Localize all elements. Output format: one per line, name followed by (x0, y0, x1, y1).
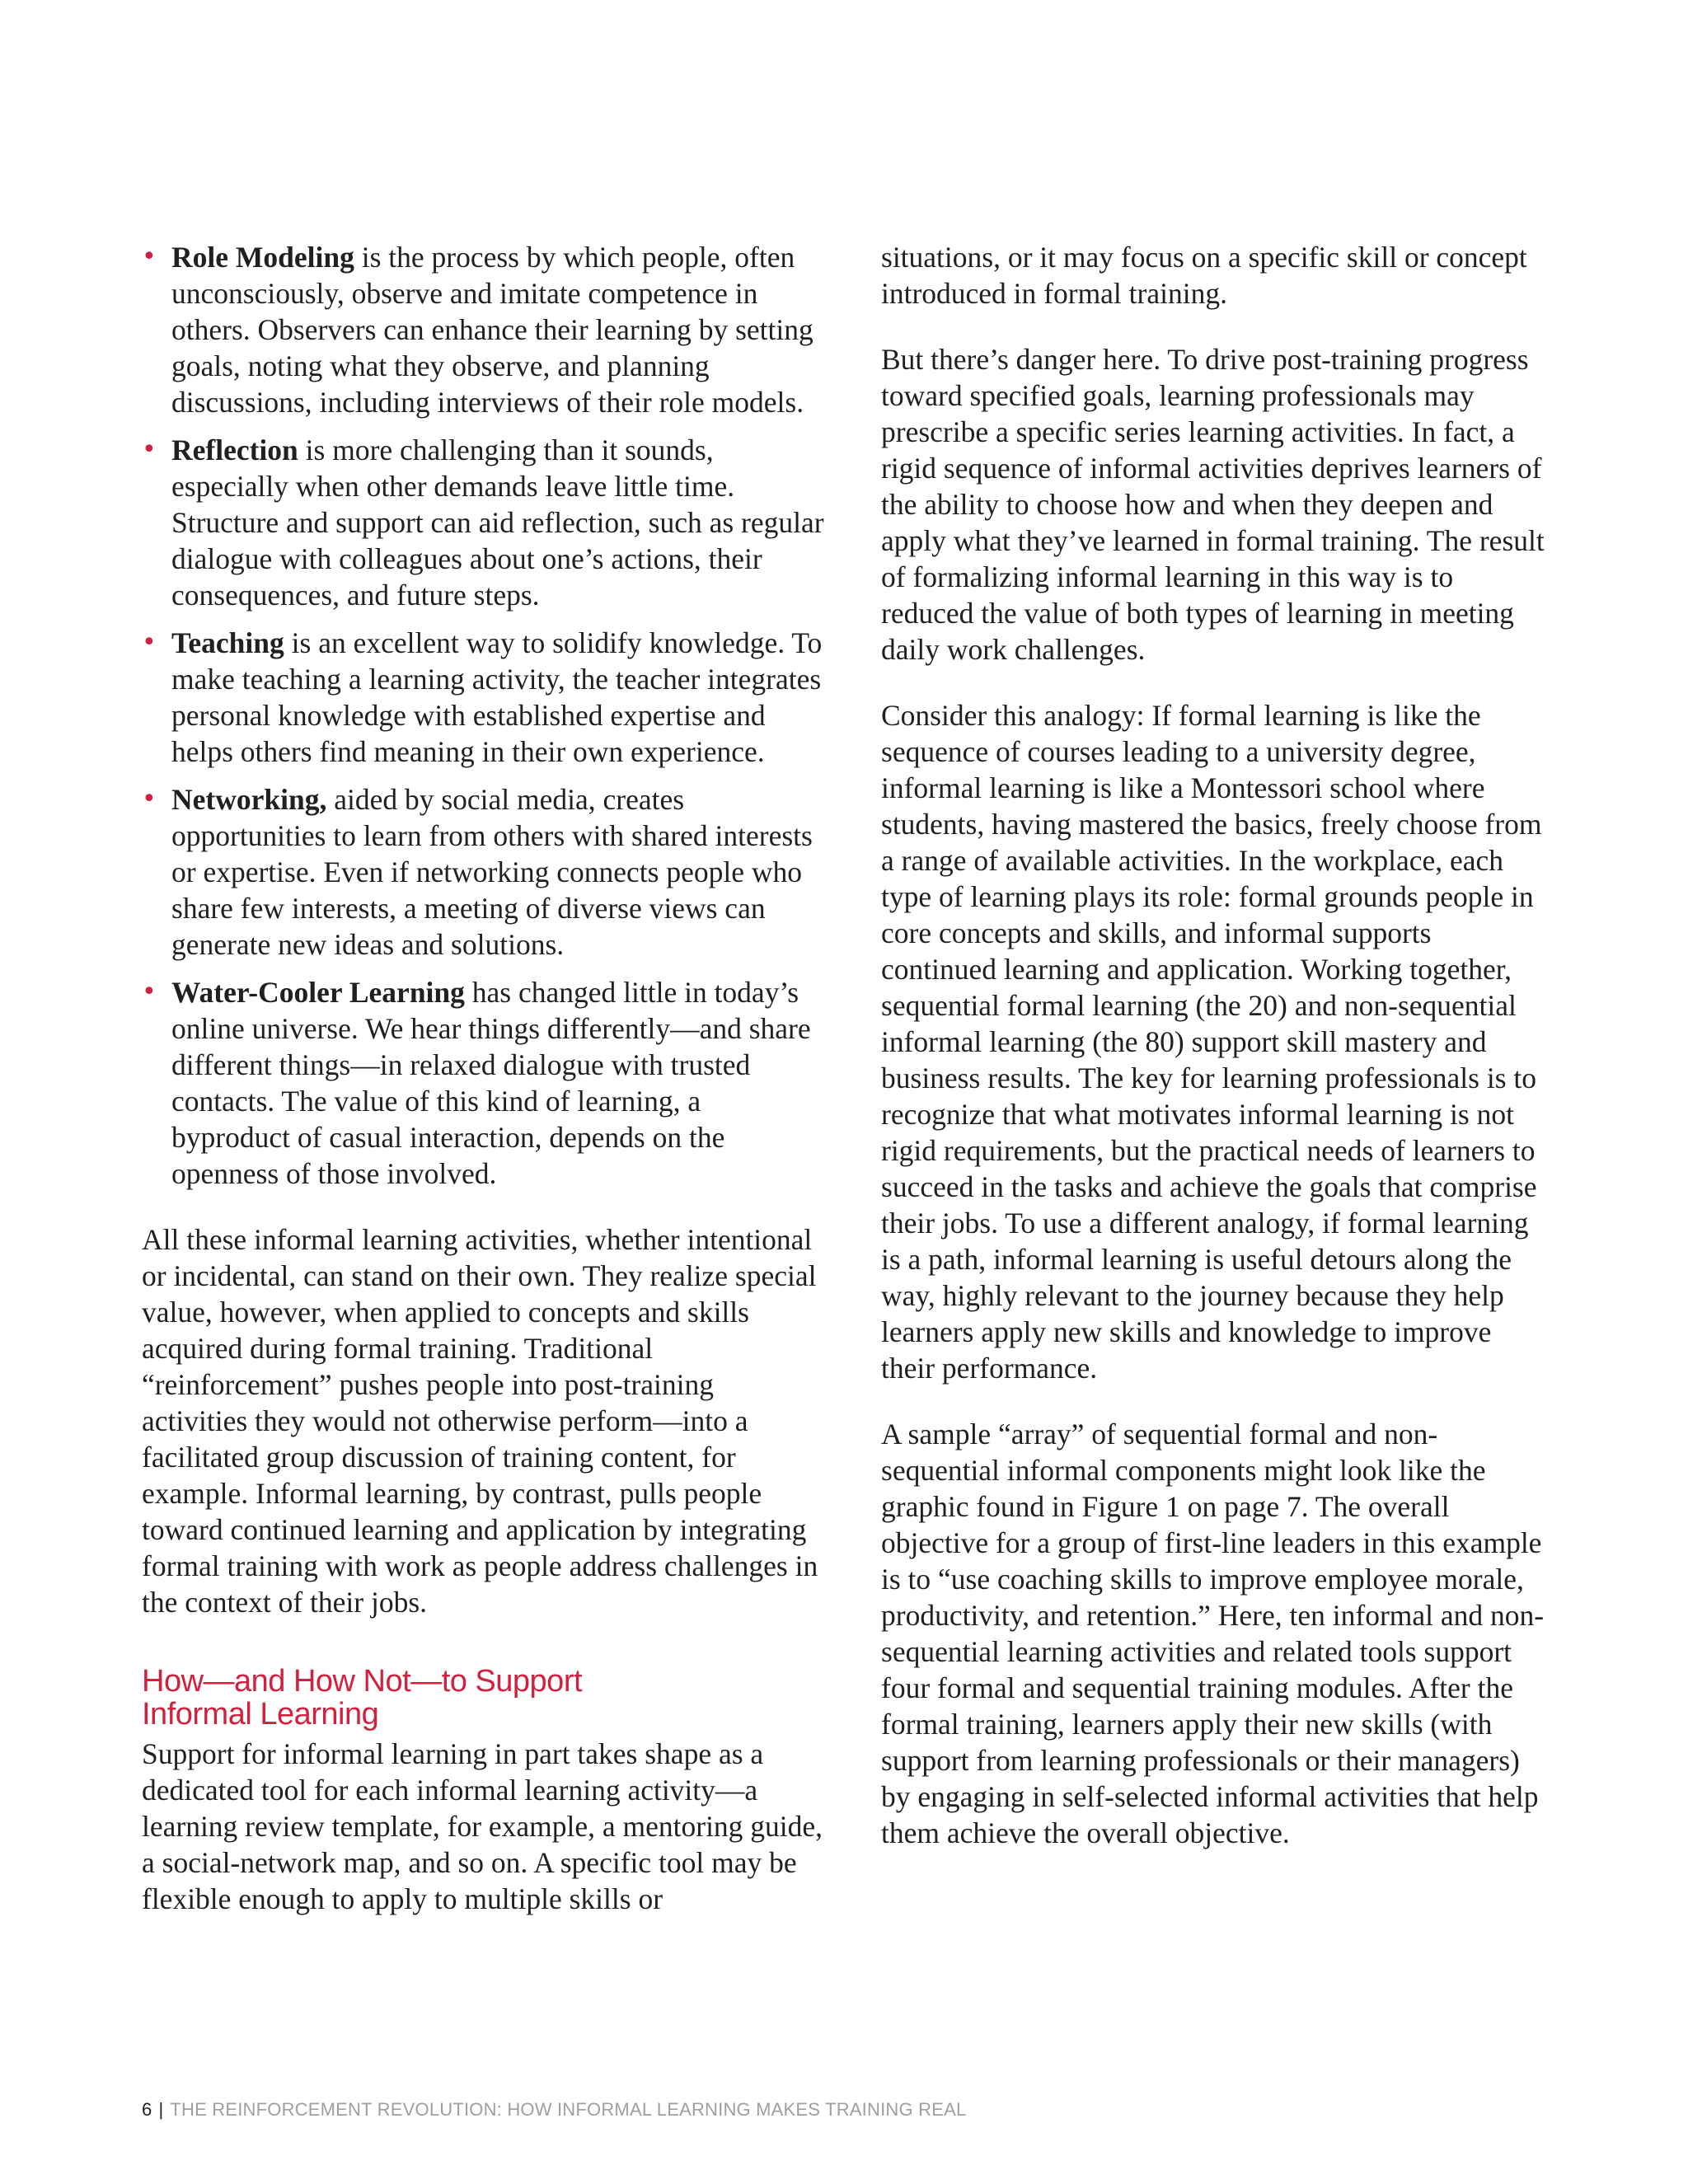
bullet-term: Teaching (171, 626, 284, 659)
bullet-text: is more challenging than it sounds, especially when other demands leave little time. Structure and support can aid reflection, such as regular dialogue with colleagues about one’s actions, their consequences, and future steps. (171, 434, 824, 612)
body-paragraph: A sample “array” of sequential formal and non-sequential informal components might look like the graphic found in Figure 1 on page 7. The overall objective for a group of first-line leaders in this example is to “use coaching skills to improve employee morale, productivity, and retention.” Here, ten informal and non-sequential learning activities and related tools support four formal and sequential training modules. After the formal training, learners apply their new skills (with support from learning professionals or their managers) by engaging in self-selected informal activities that help them achieve the overall objective. (881, 1418, 1545, 1849)
activity-bullet-list (142, 239, 826, 1192)
bullet-term: Reflection (171, 434, 298, 466)
bullet-term: Role Modeling (171, 241, 354, 274)
bullet-term: Water-Cooler Learning (171, 976, 465, 1009)
body-paragraph: But there’s danger here. To drive post-training progress toward specified goals, learning professionals may prescribe a specific series learning activities. In fact, a rigid sequence of informal activities deprives learners of the ability to choose how and when they deepen and apply what they’ve learned in formal training. The result of formalizing informal learning in this way is to reduced the value of both types of learning in meeting daily work challenges. (881, 343, 1545, 666)
bullet-dot-icon: • (142, 977, 157, 1006)
bullet-text: is the process by which people, often unconsciously, observe and imitate competence in others. Observers can enhance their learning by setting goals, noting what they observe, and planning discussions, including interviews of their role models. (171, 241, 814, 419)
left-column (142, 239, 826, 1917)
bullet-text: is an excellent way to solidify knowledge. To make teaching a learning activity, the teacher integrates personal knowledge with established expertise and helps others find meaning in their own experience. (171, 626, 823, 768)
body-paragraph: situations, or it may focus on a specific skill or concept introduced in formal training. (881, 241, 1527, 310)
body-paragraph: Consider this analogy: If formal learning is like the sequence of courses leading to a university degree, informal learning is like a Montessori school where students, having mastered the basics, freely choose from a range of available activities. In the workplace, each type of learning plays its role: formal grounds people in core concepts and skills, and informal supports continued learning and application. Working together, sequential formal learning (the 20) and non-sequential informal learning (the 80) support skill mastery and business results. The key for learning professionals is to recognize that what motivates informal learning is not rigid requirements, but the practical needs of learners to succeed in the tasks and achieve the goals that comprise their jobs. To use a different analogy, if formal learning is a path, informal learning is useful detours along the way, highly relevant to the journey because they help learners apply new skills and knowledge to improve their performance. (881, 699, 1542, 1385)
footer-title: THE REINFORCEMENT REVOLUTION: HOW INFORMAL LEARNING MAKES TRAINING REAL (170, 2099, 967, 2120)
bullet-dot-icon: • (142, 628, 157, 657)
bullet-reflection (142, 432, 826, 613)
bullet-dot-icon: • (142, 785, 157, 813)
body-paragraph: All these informal learning activities, whether intentional or incidental, can stand on their own. They realize special value, however, when applied to concepts and skills acquired during formal training. Traditional “reinforcement” pushes people into post-training activities they would not otherwise perform—into a facilitated group discussion of training content, for example. Informal learning, by contrast, pulls people toward continued learning and application by integrating formal training with work as people address challenges in the context of their jobs. (142, 1223, 818, 1619)
body-paragraph: Support for informal learning in part takes shape as a dedicated tool for each informal learning activity—a learning review template, for example, a mentoring guide, a social-network map, and so on. A specific tool may be flexible enough to apply to multiple skills or (142, 1737, 823, 1915)
page-footer (142, 2099, 966, 2121)
page-number: 6 (142, 2099, 152, 2120)
bullet-teaching (142, 625, 826, 770)
right-column (881, 239, 1549, 1851)
bullet-text: aided by social media, creates opportunities to learn from others with shared interests or expertise. Even if networking connects people who share few interests, a meeting of diverse views can generate new ideas and solutions. (171, 783, 813, 961)
bullet-text: has changed little in today’s online universe. We hear things differently—and share different things—in relaxed dialogue with trusted contacts. The value of this kind of learning, a byproduct of casual interaction, depends on the openness of those involved. (171, 976, 811, 1190)
section-heading: How—and How Not—to Support Informal Learning (142, 1664, 583, 1732)
bullet-networking (142, 781, 826, 963)
bullet-role-modeling (142, 239, 826, 420)
bullet-term: Networking, (171, 783, 327, 816)
footer-separator: | (158, 2099, 164, 2120)
bullet-water-cooler-learning (142, 974, 826, 1192)
bullet-dot-icon: • (142, 242, 157, 271)
bullet-dot-icon: • (142, 435, 157, 464)
